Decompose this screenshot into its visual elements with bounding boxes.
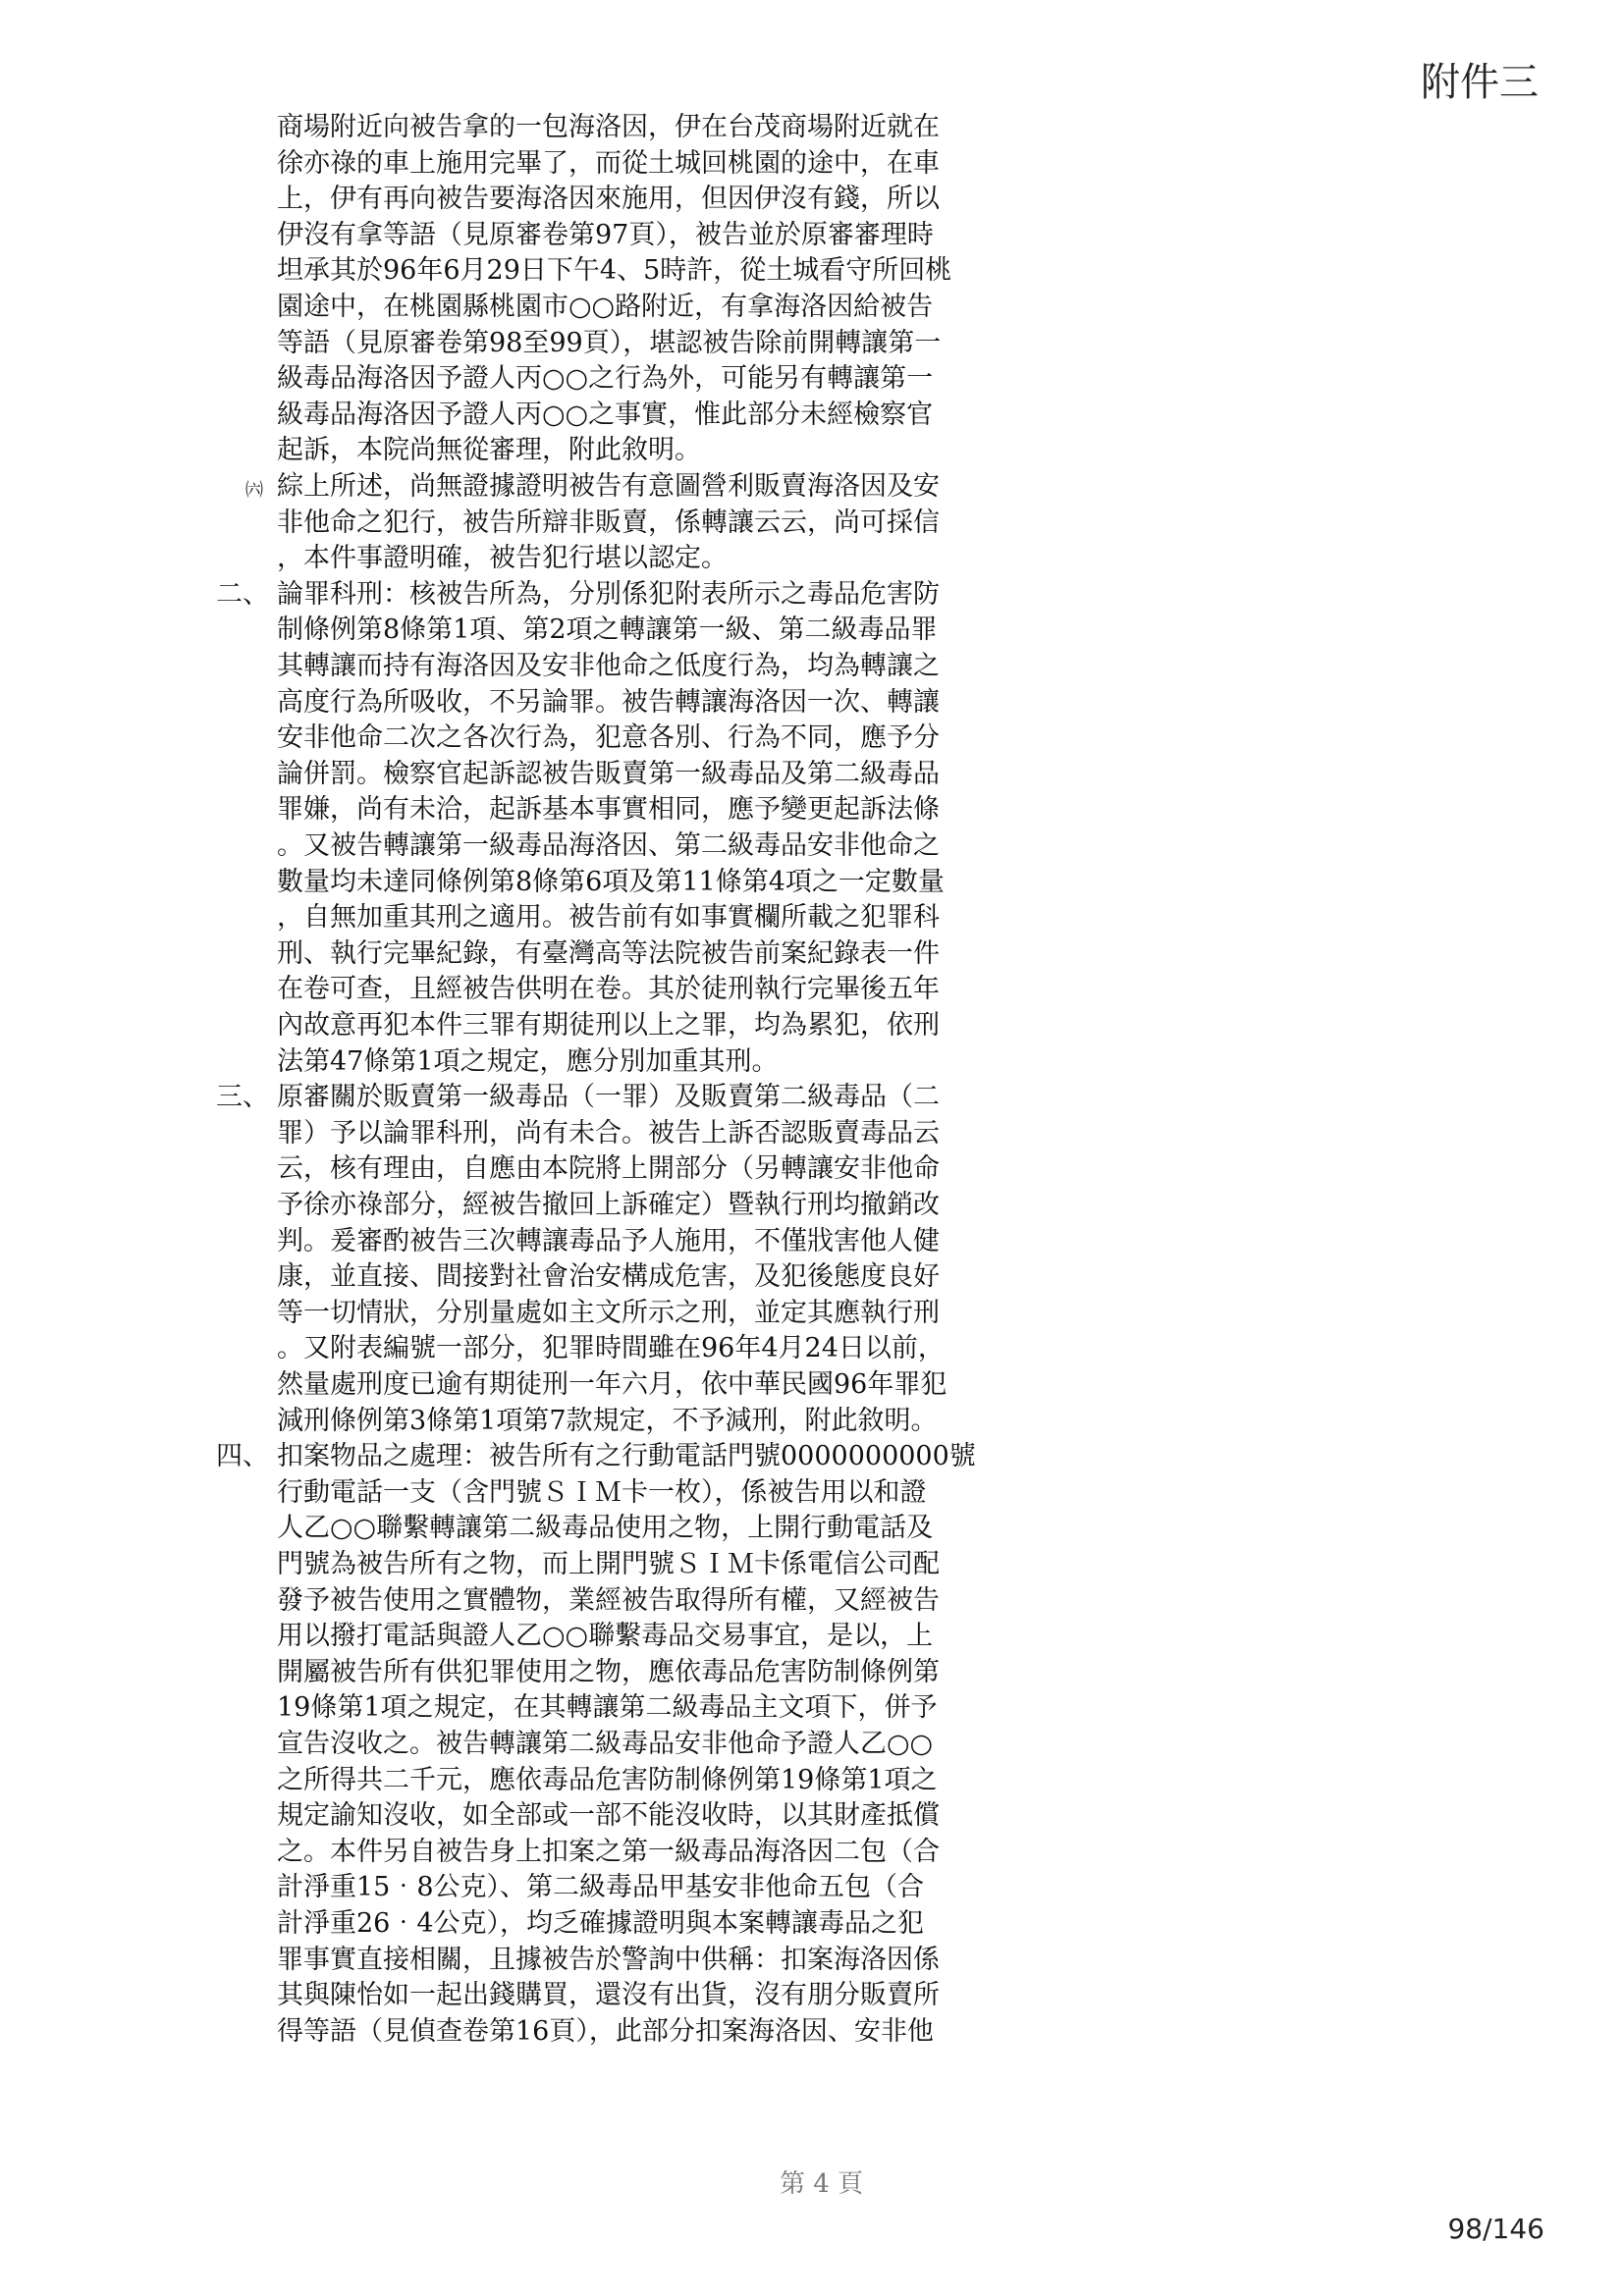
text-line: 罪嫌，尚有未洽，起訴基本事實相同，應予變更起訴法條 <box>277 794 940 826</box>
text-line: 計淨重15‧8公克）、第二級毒品甲基安非他命五包（合 <box>277 1872 925 1903</box>
text-line: 人乙○○聯繫轉讓第二級毒品使用之物，上開行動電話及 <box>277 1513 934 1544</box>
text-line: 級毒品海洛因予證人丙○○之行為外，可能另有轉讓第一 <box>277 363 934 395</box>
page-counter: 98/146 <box>1447 2213 1544 2245</box>
text-line: 然量處刑度已逾有期徒刑一年六月，依中華民國96年罪犯 <box>277 1369 947 1400</box>
text-line: 得等語（見偵查卷第16頁），此部分扣案海洛因、安非他 <box>277 2015 934 2047</box>
text-line: 上，伊有再向被告要海洛因來施用，但因伊沒有錢，所以 <box>277 184 940 215</box>
text-line: ，本件事證明確，被告犯行堪以認定。 <box>277 543 728 574</box>
text-line: 內故意再犯本件三罪有期徒刑以上之罪，均為累犯，依刑 <box>277 1010 940 1041</box>
text-line: 徐亦祿的車上施用完畢了，而從土城回桃園的途中，在車 <box>277 147 940 179</box>
text-line: 之所得共二千元，應依毒品危害防制條例第19條第1項之 <box>277 1764 938 1795</box>
paragraph-marker: ㈥ <box>245 480 263 501</box>
text-line: 。又被告轉讓第一級毒品海洛因、第二級毒品安非他命之 <box>277 830 940 861</box>
text-line: 其與陳怡如一起出錢購買，還沒有出貨，沒有朋分販賣所 <box>277 1980 940 2011</box>
page-number: 第 4 頁 <box>780 2169 864 2199</box>
text-line: 發予被告使用之實體物，業經被告取得所有權，又經被告 <box>277 1584 940 1616</box>
text-line: 規定諭知沒收，如全部或一部不能沒收時，以其財產抵償 <box>277 1800 940 1832</box>
text-line: 數量均未達同條例第8條第6項及第11條第4項之一定數量 <box>277 866 945 897</box>
text-line: 罪）予以論罪科刑，尚有未合。被告上訴否認販賣毒品云 <box>277 1117 940 1148</box>
text-line: 等一切情狀，分別量處如主文所示之刑，並定其應執行刑 <box>277 1297 940 1328</box>
text-line: 伊沒有拿等語（見原審卷第97頁），被告並於原審審理時 <box>277 219 934 250</box>
text-line: 門號為被告所有之物，而上開門號ＳＩＭ卡係電信公司配 <box>277 1549 940 1579</box>
text-line: 坦承其於96年6月29日下午4、5時許，從土城看守所回桃 <box>277 255 952 287</box>
text-line: 論併罰。檢察官起訴認被告販賣第一級毒品及第二級毒品 <box>277 758 940 789</box>
text-line: 罪事實直接相關，且據被告於警詢中供稱：扣案海洛因係 <box>277 1944 940 1975</box>
text-line: 商場附近向被告拿的一包海洛因，伊在台茂商場附近就在 <box>277 112 940 142</box>
appendix-label: 附件三 <box>1421 60 1539 105</box>
text-line: 刑、執行完畢紀錄，有臺灣高等法院被告前案紀錄表一件 <box>277 937 940 969</box>
text-line: 予徐亦祿部分，經被告撤回上訴確定）暨執行刑均撤銷改 <box>277 1190 940 1220</box>
text-line: 扣案物品之處理：被告所有之行動電話門號0000000000號 <box>277 1441 976 1472</box>
text-line: 級毒品海洛因予證人丙○○之事實，惟此部分未經檢察官 <box>277 399 934 430</box>
text-line: ，自無加重其刑之適用。被告前有如事實欄所載之犯罪科 <box>277 902 940 934</box>
text-line: 制條例第8條第1項、第2項之轉讓第一級、第二級毒品罪 <box>277 614 938 646</box>
text-line: 康，並直接、間接對社會治安構成危害，及犯後態度良好 <box>277 1261 940 1293</box>
paragraph-marker: 二、 <box>216 578 269 610</box>
text-line: 計淨重26‧4公克），均乏確據證明與本案轉讓毒品之犯 <box>277 1908 925 1939</box>
text-line: 判。爰審酌被告三次轉讓毒品予人施用，不僅戕害他人健 <box>277 1225 940 1256</box>
text-line: 行動電話一支（含門號ＳＩＭ卡一枚），係被告用以和證 <box>277 1476 927 1508</box>
paragraph-marker: 三、 <box>216 1082 269 1113</box>
text-line: 。又附表編號一部分，犯罪時間雖在96年4月24日以前， <box>277 1333 945 1364</box>
text-line: 起訴，本院尚無從審理，附此敘明。 <box>277 435 701 466</box>
text-line: 其轉讓而持有海洛因及安非他命之低度行為，均為轉讓之 <box>277 651 940 681</box>
text-line: 非他命之犯行，被告所辯非販賣，係轉讓云云，尚可採信 <box>277 507 940 538</box>
text-line: 在卷可查，且經被告供明在卷。其於徒刑執行完畢後五年 <box>277 974 940 1005</box>
text-line: 法第47條第1項之規定，應分別加重其刑。 <box>277 1045 779 1077</box>
text-line: 安非他命二次之各次行為，犯意各別、行為不同，應予分 <box>277 722 940 754</box>
text-line: 減刑條例第3條第1項第7款規定，不予減刑，附此敘明。 <box>277 1405 938 1436</box>
text-line: 高度行為所吸收，不另論罪。被告轉讓海洛因一次、轉讓 <box>277 686 940 718</box>
text-line: 之。本件另自被告身上扣案之第一級毒品海洛因二包（合 <box>277 1836 940 1867</box>
text-line: 云，核有理由，自應由本院將上開部分（另轉讓安非他命 <box>277 1153 940 1185</box>
text-line: 原審關於販賣第一級毒品（一罪）及販賣第二級毒品（二 <box>277 1082 940 1113</box>
text-line: 論罪科刑：核被告所為，分別係犯附表所示之毒品危害防 <box>277 578 940 610</box>
text-line: 園途中，在桃園縣桃園市○○路附近，有拿海洛因給被告 <box>277 292 934 322</box>
text-line: 綜上所述，尚無證據證明被告有意圖營利販賣海洛因及安 <box>277 471 940 502</box>
text-line: 等語（見原審卷第98至99頁），堪認被告除前開轉讓第一 <box>277 327 942 358</box>
text-line: 開屬被告所有供犯罪使用之物，應依毒品危害防制條例第 <box>277 1656 940 1687</box>
text-line: 宣告沒收之。被告轉讓第二級毒品安非他命予證人乙○○ <box>277 1729 934 1759</box>
text-line: 19條第1項之規定，在其轉讓第二級毒品主文項下，併予 <box>277 1692 938 1724</box>
paragraph-marker: 四、 <box>216 1441 269 1472</box>
text-line: 用以撥打電話與證人乙○○聯繫毒品交易事宜，是以，上 <box>277 1621 934 1652</box>
